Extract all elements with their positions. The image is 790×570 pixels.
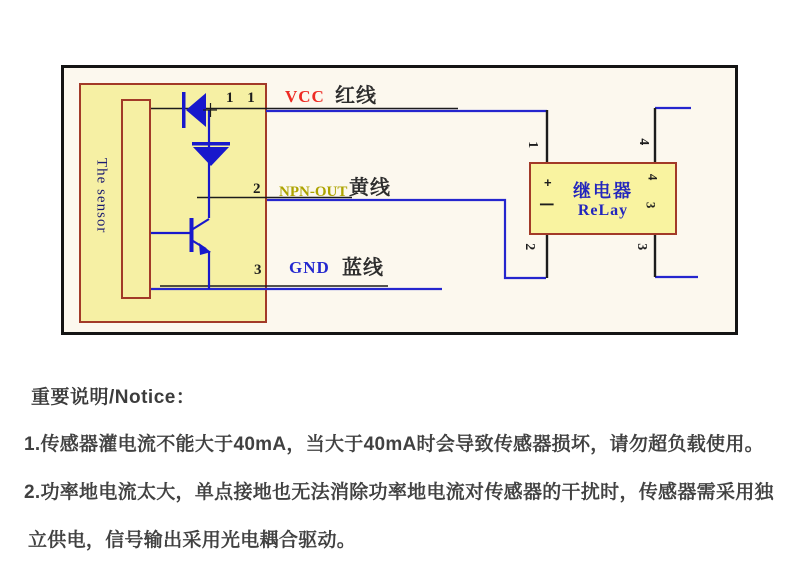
notice-line-2: 2.功率地电流太大，单点接地也无法消除功率地电流对传感器的干扰时，传感器需采用独	[24, 482, 774, 503]
relay-polarity-plus: +	[544, 175, 552, 190]
pin-number-vcc: 1 1	[226, 90, 260, 106]
notice-heading: 重要说明/Notice：	[31, 387, 196, 408]
relay-pad-3-text: 3	[643, 201, 659, 209]
pin-number-npn-out: 2	[253, 181, 261, 197]
relay-pad-4-text: 4	[645, 173, 661, 181]
relay-pin-label-4	[636, 134, 652, 149]
relay-title-cn: 继电器	[573, 181, 633, 201]
relay-pin-2-text: 2	[522, 243, 538, 251]
pin-number-gnd: 3	[254, 262, 262, 278]
relay-pin-label-1	[525, 137, 541, 152]
relay-pad-label-4	[645, 170, 661, 184]
relay-pin-1-text: 1	[525, 141, 541, 149]
blue-wire-label: 蓝线	[342, 257, 384, 279]
gnd-signal-label: GND	[289, 258, 330, 277]
relay-polarity-minus: −	[539, 195, 555, 214]
vcc-signal-label: VCC	[285, 87, 325, 106]
relay-pin-label-2	[522, 239, 538, 254]
relay-title-en: ReLay	[577, 202, 629, 219]
relay-pin-label-3	[634, 239, 650, 254]
npn-out-signal-label: NPN-OUT	[279, 184, 348, 200]
yellow-wire-label: 黄线	[349, 177, 391, 199]
notice-line-1: 1.传感器灌电流不能大于40mA，当大于40mA时会导致传感器损坏，请勿超负载使用。	[24, 434, 764, 455]
relay-pin-4-text: 4	[636, 138, 652, 146]
notice-line-3: 立供电，信号输出采用光电耦合驱动。	[28, 530, 357, 551]
relay-pad-label-3	[643, 198, 659, 212]
sensor-inner-rect	[121, 99, 151, 299]
red-wire-label: 红线	[335, 85, 377, 107]
sensor-label: The sensor	[93, 158, 110, 234]
relay-pin-3-text: 3	[634, 243, 650, 251]
